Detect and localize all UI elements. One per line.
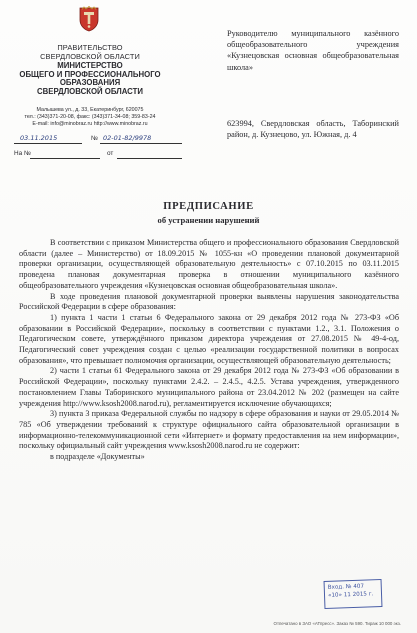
contact-phone: тел.: (343)371-20-08, факс: (343)371-34-08; 359-83-24 xyxy=(24,114,156,121)
ministry-line: ОБРАЗОВАНИЯ xyxy=(59,78,121,88)
ministry-line: ОБЩЕГО И ПРОФЕССИОНАЛЬНОГО xyxy=(19,69,161,79)
document-subtitle: об устранении нарушений xyxy=(157,215,260,225)
incoming-registration-stamp xyxy=(324,579,383,609)
reg-number-label: № xyxy=(91,135,98,142)
government-line: СВЕРДЛОВСКОЙ ОБЛАСТИ xyxy=(40,51,140,61)
print-imprint: Отпечатано в ЗАО «АТпресс». Заказ № 590. Тираж 10 000 экз. xyxy=(273,621,401,626)
ministry-line: МИНИСТЕРСТВО xyxy=(57,61,123,70)
stamp-line: «10» 11 2015 г. xyxy=(327,591,374,599)
coat-of-arms-emblem xyxy=(78,6,100,32)
paragraph-violation-1: 1) пункта 1 части 1 статьи 6 Федерального закона от 29 декабря 2012 года № 273-ФЗ «Об образовании в Российской Федерации», поскольку в соответствии с пунктами 1.2., 3.1. Положения о Педагогическом совете, утверждённого приказом директора учреждения от 27.08.2015 № 49-4-од, Педагогический совет учреждения создан с целью «реализации государственной политики в вопросах образования», что превышает полномочия организации, осуществляющей образовательную деятельность; xyxy=(19,312,399,365)
addressee-recipient: Руководителю муниципального казённого общеобразовательного учреждения «Кузнецовская основная общеобразовательная школа» xyxy=(227,29,399,72)
ministry-name xyxy=(0,62,180,96)
paragraph-documents-subsection: в подразделе «Документы» xyxy=(50,452,145,462)
contact-email: E-mail: info@minobraz.ru http://www.minobraz.ru xyxy=(32,121,148,128)
paragraph-basis: В соответствии с приказом Министерства общего и профессионального образования Свердловской области (далее – Министерство) от 18.09.2015 № 1055-кн «О проведении плановой документарной проверки организации, осуществляющей образовательную деятельность» с 07.10.2015 по 03.11.2015 проведена плановая документарная проверка в отношении муниципального казённого общеобразовательного учреждения «Кузнецовская основная общеобразовательная школа». xyxy=(19,238,399,290)
government-name xyxy=(0,44,180,61)
government-line: ПРАВИТЕЛЬСТВО xyxy=(57,43,123,52)
stamp-line: Вход. № 407 xyxy=(327,583,365,591)
ministry-line: СВЕРДЛОВСКОЙ ОБЛАСТИ xyxy=(36,86,143,96)
ministry-contacts xyxy=(0,107,180,129)
reg-number-handwritten: 02-01-82/9978 xyxy=(103,134,152,142)
contact-address: Малышева ул., д. 33, Екатеринбург, 620075 xyxy=(36,107,144,113)
paragraph-violation-3: 3) пункта 3 приказа Федеральной службы по надзору в сфере образования и науки от 29.05.2014 № 785 «Об утверждении требований к структуре официального сайта образовательной организации в информационно-телекоммуникационной сети «Интернет» и формату предоставления на нем информации», поскольку официальный сайт учреждения www.ksosh2008.narod.ru не содержит: xyxy=(19,409,399,451)
document-title: ПРЕДПИСАНИЕ xyxy=(163,201,254,212)
ref-number-label: На № xyxy=(14,150,31,157)
addressee-address: 623994, Свердловская область, Таборинский район, д. Кузнецово, ул. Южная, д. 4 xyxy=(227,119,399,140)
ref-from-label: от xyxy=(107,150,114,157)
document-body xyxy=(19,238,399,463)
paragraph-violation-2: 2) части 1 статьи 61 Федерального закона от 29 декабря 2012 года № 273-ФЗ «Об образовании в Российской Федерации», поскольку пунктами 2.4.2. – 2.4.5., 4.2.5. Устава учреждения, утвержденного постановлением Главы Таборинского муниципального района от 23.04.2012 № 202 (размещен на сайте учреждения http://www.ksosh2008.narod.ru), регламентируется исключение обучающихся; xyxy=(19,366,399,408)
reg-date-handwritten: 03.11.2015 xyxy=(20,134,58,142)
paragraph-violations-intro: В ходе проведения плановой документарной проверки выявлены нарушения законодательства Российской Федерации в сфере образования: xyxy=(19,291,399,312)
